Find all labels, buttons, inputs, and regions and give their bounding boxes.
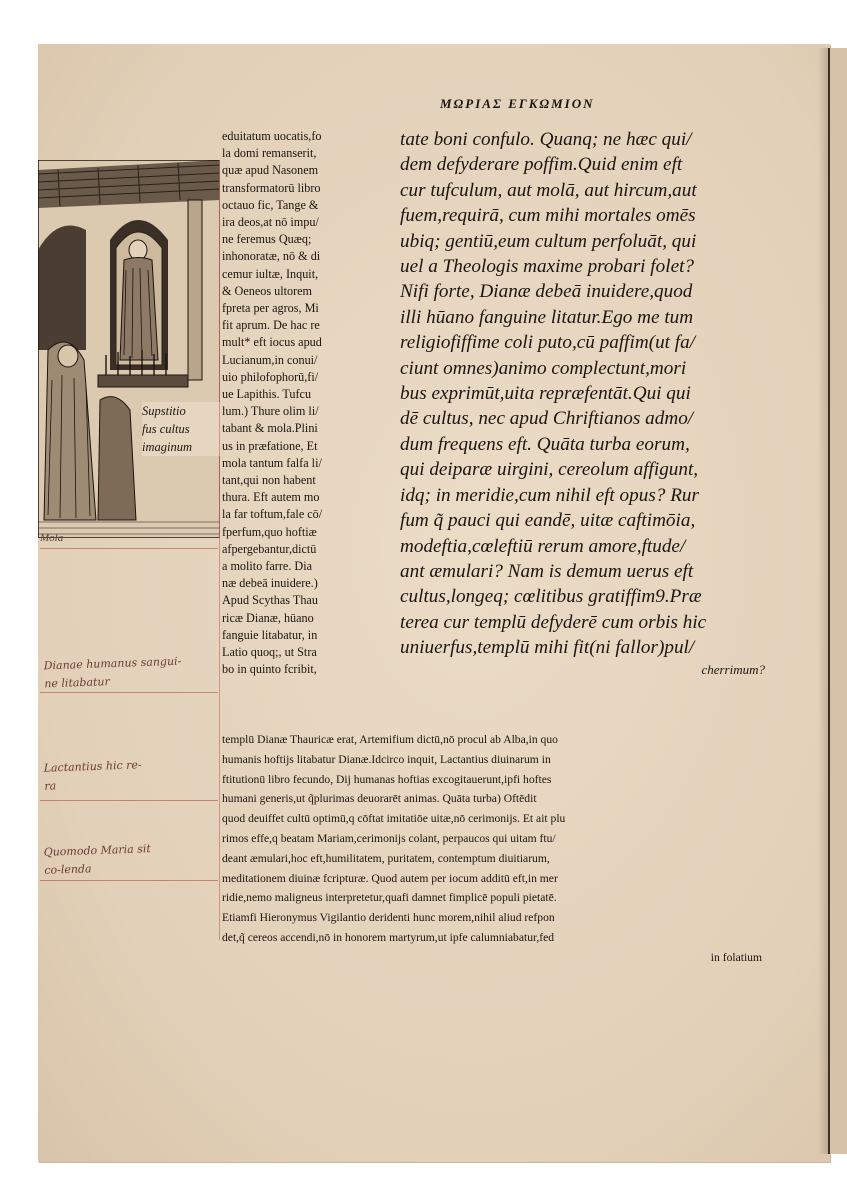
commentary-line: meditationem diuinæ fcripturæ. Quod autem per iocum additū eft,in mer — [222, 871, 558, 885]
gloss-line: quæ apud Nasonem — [222, 163, 319, 178]
gloss-line: us in præfatione, Et — [222, 438, 318, 453]
gloss-line: inhonoratæ, nō & di — [222, 249, 321, 264]
text-line: tate boni confulo. Quanq; ne hæc qui/ — [400, 129, 692, 150]
gloss-line: eduitatum uocatis,fo — [222, 129, 322, 143]
gloss-line: Latio quoq;, ut Stra — [222, 645, 317, 660]
text-line: ubiq; gentiū,eum cultum perfoluāt, qui — [400, 230, 697, 252]
gloss-line: Apud Scythas Thau — [222, 593, 318, 608]
red-rule — [40, 548, 218, 549]
note-line: ne litabatur — [44, 675, 110, 691]
text-line: ant æmulari? Nam is demum uerus eft — [400, 560, 694, 582]
text-line: fuem,requirā, cum mihi mortales omēs — [400, 205, 696, 227]
gloss-line: næ debeā inuidere.) — [222, 576, 318, 591]
text-line: cur tufculum, aut molā, aut hircum,aut — [400, 179, 697, 201]
main-text-column — [400, 127, 765, 679]
note-line: Quomodo Maria sit — [43, 842, 152, 859]
gloss-line: uio philofophorū,fi/ — [222, 369, 319, 384]
commentary-line: Etiamfi Hieronymus Vigilantio deridenti hunc morem,nihil aliud refpon — [222, 911, 555, 925]
gloss-line: tant,qui non habent — [222, 473, 316, 488]
gloss-line: thura. Eft autem mo — [222, 490, 320, 505]
text-line: illi hūano fanguine litatur.Ego me tum — [400, 306, 694, 328]
text-line: fum q̃ pauci qui eandē, uitæ caftimōia, — [400, 510, 696, 532]
text-line: dē cultus, nec apud Chriftianos admo/ — [400, 408, 694, 430]
gloss-line: mult* eft iocus apud — [222, 335, 322, 350]
gloss-line: ira deos,at nō impu/ — [222, 215, 319, 230]
gloss-line: la domi remanserit, — [222, 146, 317, 161]
note-line: co-lenda — [44, 862, 92, 877]
manuscript-note — [43, 653, 182, 694]
catchword: in folatium — [710, 950, 762, 964]
gloss-line: afpergebantur,dictū — [222, 541, 317, 556]
inset-label-line: Supstitio — [142, 404, 186, 418]
gloss-line: ue Lapithis. Tufcu — [222, 387, 312, 402]
gloss-line: fanguie litabatur, in — [222, 627, 318, 642]
gloss-column — [222, 128, 398, 679]
woodcut-caption: Mola — [40, 532, 64, 544]
inset-label-line: imaginum — [142, 440, 192, 454]
note-line: ra — [44, 779, 57, 793]
commentary-line: ridie,nemo maligneus interpretetur,quafi damnet fimplicē populi pietatē. — [222, 891, 557, 905]
catchword: cherrimum? — [701, 661, 765, 677]
gloss-line: fperfum,quo hoftiæ — [222, 524, 317, 539]
inset-label-line: fus cultus — [142, 422, 190, 436]
text-line: dum frequens eft. Quāta turba eorum, — [400, 433, 690, 455]
note-line: Dianae humanus sangui- — [43, 654, 182, 673]
text-line: idq; in meridie,cum nihil eft opus? Rur — [400, 484, 699, 506]
gloss-line: ne feremus Quæq; — [222, 232, 312, 247]
commentary-line: humanis hoftijs litabatur Dianæ.Idcirco inquit, Lactantius diuinarum in — [222, 752, 551, 766]
gloss-line: Lucianum,in conui/ — [222, 352, 318, 367]
text-line: modeftia,cœleftiū rerum amore,ftude/ — [400, 535, 686, 557]
gloss-line: octauo fic, Tange & — [222, 197, 319, 212]
text-line: bus exprimūt,uita repræfentāt.Qui qui — [400, 383, 691, 405]
red-rule — [40, 800, 218, 801]
gloss-line: a molito farre. Dia — [222, 559, 313, 574]
text-line: ciunt omnes)animo complectunt,mori — [400, 357, 687, 379]
gloss-line: bo in quinto fcribit, — [222, 662, 317, 677]
manuscript-note — [43, 840, 151, 880]
gloss-line: & Oeneos ultorem — [222, 283, 313, 298]
red-rule — [219, 160, 220, 940]
gloss-line: fpreta per agros, Mi — [222, 301, 319, 316]
running-head: ΜΩΡΙΑΣ ΕΓΚΩΜΙΟΝ — [440, 96, 595, 111]
text-line: qui deiparæ uirgini, cereolum affigunt, — [400, 459, 699, 481]
facing-page-edge — [828, 48, 847, 1154]
text-line: dem defyderare poffim.Quid enim eft — [400, 154, 683, 176]
text-line: uniuerfus,templū mihi fit(ni fallor)pul/ — [400, 637, 695, 659]
gloss-line: tabant & mola.Plini — [222, 421, 318, 436]
gloss-line: ricæ Dianæ, hūano — [222, 610, 314, 625]
gloss-line: mola tantum falfa li/ — [222, 455, 322, 470]
commentary-line: ftitutionū libro fecundo, Dij humanas hoftias excogitauerunt,ipfi hoftes — [222, 772, 552, 786]
commentary-line: templū Dianæ Thauricæ erat, Artemifium dictū,nō procul ab Alba,in quo — [222, 733, 558, 746]
woodcut-illustration — [38, 160, 220, 538]
text-line: terea cur templū defyderē cum orbis hic — [400, 611, 707, 633]
gloss-line: cemur iultæ, Inquit, — [222, 266, 319, 281]
commentary-line: det,q̃ cereos accendi,nō in honorem martyrum,ut ipfe calumniabatur,fed — [222, 930, 555, 944]
gloss-line: transformatorū libro — [222, 180, 321, 195]
gloss-line: fit aprum. De hac re — [222, 318, 320, 333]
manuscript-note — [43, 756, 142, 795]
commentary-line: humani generis,ut q̃plurimas deuorarēt animas. Quāta turba) Oftēdit — [222, 792, 537, 806]
text-line: religiofiffime coli puto,cū paffim(ut fa/ — [400, 332, 696, 354]
gloss-line: lum.) Thure olim li/ — [222, 404, 319, 419]
note-line: Lactantius hic re- — [43, 758, 142, 775]
commentary-line: deant æmulari,hoc eft,humilitatem, puritatem, contemptum diuitiarum, — [222, 851, 550, 865]
gloss-line: la far toftum,fale cō/ — [222, 507, 323, 522]
text-line: Nifi forte, Dianæ debeā inuidere,quod — [400, 281, 693, 303]
text-line: uel a Theologis maxime probari folet? — [400, 256, 695, 278]
red-rule — [40, 880, 218, 881]
lower-commentary-block — [222, 730, 762, 968]
commentary-line: rimos effe,q beatam Mariam,cerimonijs colant, perpaucos qui uitam ftu/ — [222, 831, 556, 845]
commentary-line: quod deuiffet cultū optimū,q cōftat imitatiōe uitæ,nō cerimonijs. Et ait plu — [222, 812, 566, 826]
text-line: cultus,longeq; cœlitibus gratiffim9.Præ — [400, 586, 702, 608]
woodcut-inset-label — [142, 402, 222, 456]
